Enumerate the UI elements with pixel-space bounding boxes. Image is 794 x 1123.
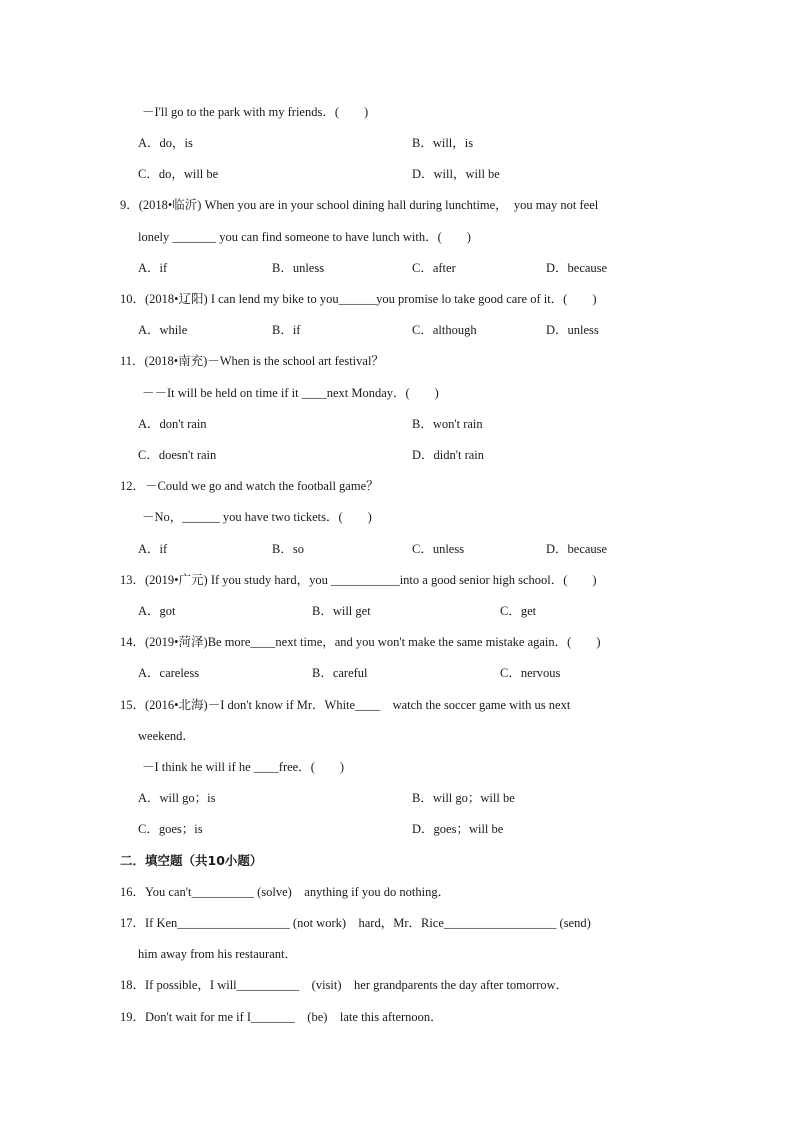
q14-option-c[interactable]: C．nervous [500, 666, 561, 680]
q15-stem-line2: weekend． [138, 729, 195, 743]
q10-stem-line1: 10．(2018•辽阳) I can lend my bike to you______you promise lo take good care of it．( ) [120, 292, 597, 306]
q12-stem-line2: －No，______ you have two tickets．( ) [142, 510, 372, 524]
q12-stem-line1: 12．－Could we go and watch the football game？ [120, 479, 379, 493]
q9-stem-line2: lonely _______ you can find someone to have lunch with．( ) [138, 230, 471, 244]
q9-option-b[interactable]: B．unless [272, 261, 325, 275]
q12-option-d[interactable]: D．because [546, 542, 608, 556]
q13-option-a[interactable]: A．got [138, 604, 176, 618]
q8-option-d[interactable]: D．will，will be [412, 167, 500, 181]
q11-option-b[interactable]: B．won't rain [412, 417, 483, 431]
q15-option-b[interactable]: B．will go；will be [412, 791, 515, 805]
q12-option-b[interactable]: B．so [272, 542, 304, 556]
q10-option-a[interactable]: A．while [138, 323, 188, 337]
q10-option-d[interactable]: D．unless [546, 323, 599, 337]
q13-stem-line1: 13．(2019•广元) If you study hard，you ___________into a good senior high school．( ) [120, 573, 597, 587]
q9-option-c[interactable]: C．after [412, 261, 456, 275]
q15-stem-line1: 15．(2016•北海)－I don't know if Mr．White____ watch the soccer game with us next [120, 698, 571, 712]
section-title-fill-in: 二．填空题（共10小题） [120, 853, 263, 868]
q9-option-d[interactable]: D．because [546, 261, 608, 275]
q17-stem-line2: him away from his restaurant． [138, 947, 297, 961]
q12-option-a[interactable]: A．if [138, 542, 168, 556]
q13-option-c[interactable]: C．get [500, 604, 537, 618]
q16-stem-line1: 16．You can't__________ (solve) anything if you do nothing． [120, 885, 451, 899]
q12-option-c[interactable]: C．unless [412, 542, 465, 556]
q10-option-b[interactable]: B．if [272, 323, 301, 337]
q15-stem-line3: －I think he will if he ____free．( ) [142, 760, 345, 774]
q18-stem-line1: 18．If possible，I will__________ (visit) her grandparents the day after tomorrow． [120, 978, 569, 992]
q19-stem-line1: 19．Don't wait for me if I_______ (be) late this afternoon． [120, 1010, 443, 1024]
q17-stem-line1: 17．If Ken__________________ (not work) hard，Mr．Rice__________________ (send) [120, 916, 591, 930]
q9-stem-line1: 9．(2018•临沂) When you are in your school dining hall during lunchtime， you may not feel [120, 198, 599, 212]
q11-option-c[interactable]: C．doesn't rain [138, 448, 217, 462]
q15-option-a[interactable]: A．will go；is [138, 791, 216, 805]
q8-answer-line: －I'll go to the park with my friends．( ) [142, 105, 369, 119]
q11-option-a[interactable]: A．don't rain [138, 417, 207, 431]
q13-option-b[interactable]: B．will get [312, 604, 371, 618]
q9-option-a[interactable]: A．if [138, 261, 168, 275]
q8-option-c[interactable]: C．do，will be [138, 167, 219, 181]
q10-option-c[interactable]: C．although [412, 323, 477, 337]
q8-option-a[interactable]: A．do，is [138, 136, 193, 150]
q11-stem-line1: 11．(2018•南充)－When is the school art festival？ [120, 354, 384, 368]
q15-option-c[interactable]: C．goes；is [138, 822, 203, 836]
q14-stem-line1: 14．(2019•菏泽)Be more____next time，and you won't make the same mistake again．( ) [120, 635, 601, 649]
q11-option-d[interactable]: D．didn't rain [412, 448, 485, 462]
q14-option-b[interactable]: B．careful [312, 666, 368, 680]
q15-option-d[interactable]: D．goes；will be [412, 822, 504, 836]
q8-option-b[interactable]: B．will，is [412, 136, 474, 150]
q11-stem-line2: －－It will be held on time if it ____next Monday．( ) [142, 386, 439, 400]
q14-option-a[interactable]: A．careless [138, 666, 200, 680]
